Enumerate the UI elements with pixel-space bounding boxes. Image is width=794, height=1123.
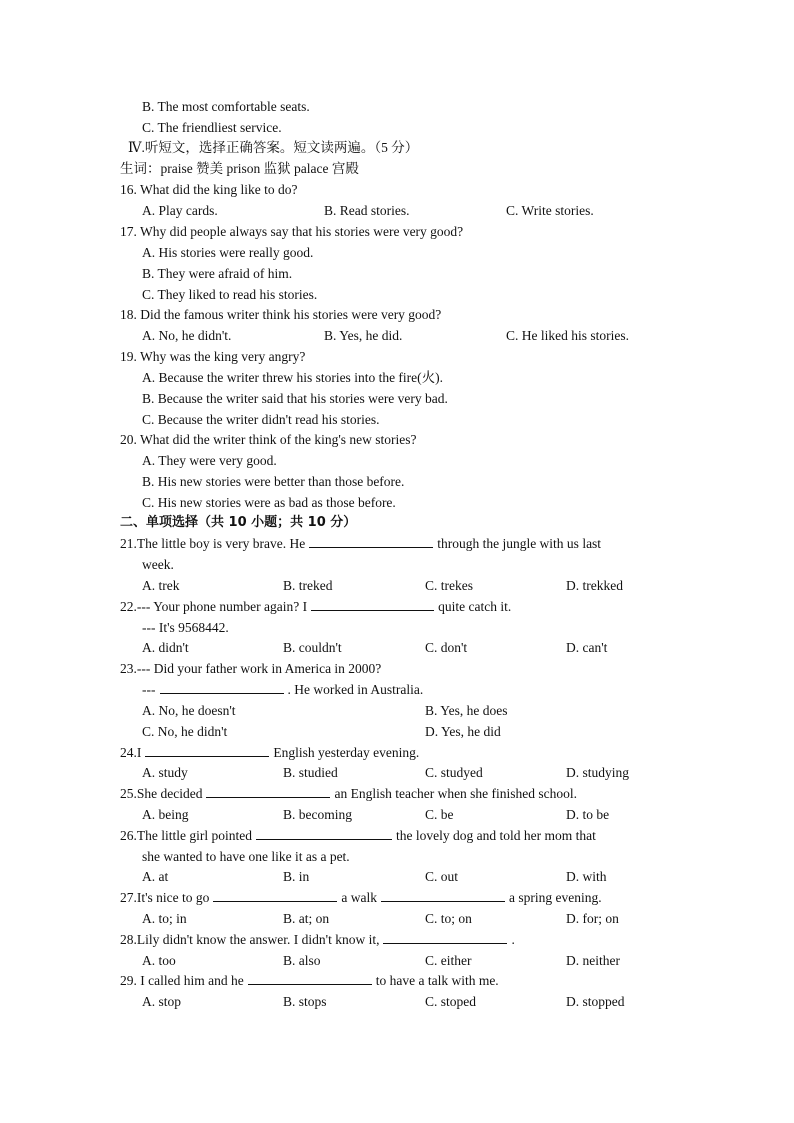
option-b: B. Yes, he does [425,703,508,718]
question-23: 23.--- Did your father work in America in 2000? [120,661,382,676]
option-c: C. Write stories. [506,203,594,218]
option-c: C. His new stories were as bad as those before. [142,495,396,510]
option-d: D. neither [566,953,620,968]
option-b: B. Read stories. [324,203,410,218]
option-b: B. stops [283,994,327,1009]
question-text: 29. I called him and he [120,973,244,988]
answer-blank[interactable] [256,826,392,840]
option-line: B. The most comfortable seats. [142,99,310,114]
option-d: D. with [566,869,607,884]
answer-blank[interactable] [383,930,507,944]
question-19: 19. Why was the king very angry? [120,349,306,364]
question-text: through the jungle with us last [437,536,602,551]
option-b: B. His new stories were better than those before. [142,474,405,489]
question-text-cont: she wanted to have one like it as a pet. [142,849,350,864]
question-29 [120,970,499,991]
section-heading: Ⅳ.听短文，选择正确答案。短文读两遍。（5 分） [128,140,419,155]
question-text: . He worked in Australia. [287,682,424,697]
question-text-cont [142,679,423,700]
option-b: B. at; on [283,911,330,926]
option-b: B. studied [283,765,338,780]
question-text-cont: --- It's 9568442. [142,620,229,635]
option-a: A. being [142,807,189,822]
question-18: 18. Did the famous writer think his stories were very good? [120,307,442,322]
question-24 [120,742,419,763]
answer-blank[interactable] [145,743,269,757]
answer-blank[interactable] [213,888,337,902]
option-d: D. to be [566,807,610,822]
option-c: C. out [425,869,459,884]
vocabulary-line: 生词：praise 赞美 prison 监狱 palace 宫殿 [120,161,359,176]
option-d: D. can't [566,640,608,655]
option-a: A. Play cards. [142,203,218,218]
question-text: . [511,932,515,947]
question-text: 27.It's nice to go [120,890,210,905]
option-c: C. stoped [425,994,477,1009]
question-text: to have a talk with me. [375,973,499,988]
option-b: B. They were afraid of him. [142,266,293,281]
question-20: 20. What did the writer think of the king's new stories? [120,432,417,447]
question-text: a walk [341,890,378,905]
option-a: A. No, he didn't. [142,328,232,343]
answer-blank[interactable] [311,597,434,611]
question-text: 24.I [120,745,142,760]
option-a: A. trek [142,578,180,593]
question-text: English yesterday evening. [273,745,420,760]
question-28 [120,929,515,950]
answer-blank[interactable] [160,680,284,694]
option-c: C. trekes [425,578,473,593]
question-text: 25.She decided [120,786,203,801]
question-22 [120,596,511,617]
question-26 [120,825,596,846]
option-c: C. He liked his stories. [506,328,629,343]
option-c: C. No, he didn't [142,724,228,739]
question-text: 21.The little boy is very brave. He [120,536,306,551]
question-text: a spring evening. [509,890,602,905]
answer-blank[interactable] [206,784,330,798]
question-text-cont: week. [142,557,174,572]
option-c: C. either [425,953,472,968]
option-a: A. Because the writer threw his stories into the fire(火). [142,370,444,385]
option-a: A. They were very good. [142,453,277,468]
option-d: D. Yes, he did [425,724,501,739]
option-b: B. Because the writer said that his stories were very bad. [142,391,448,406]
option-c: C. be [425,807,454,822]
option-c: C. They liked to read his stories. [142,287,318,302]
option-c: C. to; on [425,911,472,926]
question-25 [120,783,577,804]
option-c: C. studyed [425,765,483,780]
question-21 [120,533,601,554]
option-a: A. to; in [142,911,187,926]
option-c: C. Because the writer didn't read his stories. [142,412,380,427]
option-a: A. at [142,869,169,884]
option-a: A. His stories were really good. [142,245,314,260]
option-b: B. couldn't [283,640,342,655]
question-17: 17. Why did people always say that his stories were very good? [120,224,464,239]
option-b: B. treked [283,578,333,593]
option-d: D. studying [566,765,630,780]
question-text: an English teacher when she finished school. [334,786,578,801]
option-line: C. The friendliest service. [142,120,282,135]
answer-blank[interactable] [248,971,372,985]
option-a: A. too [142,953,176,968]
option-d: D. trekked [566,578,623,593]
option-b: B. Yes, he did. [324,328,403,343]
answer-blank[interactable] [381,888,505,902]
option-a: A. didn't [142,640,189,655]
option-a: A. stop [142,994,182,1009]
option-d: D. stopped [566,994,625,1009]
question-text: 22.--- Your phone number again? I [120,599,308,614]
question-text: 28.Lily didn't know the answer. I didn't know it, [120,932,380,947]
option-b: B. becoming [283,807,352,822]
answer-blank[interactable] [309,534,433,548]
option-a: A. study [142,765,188,780]
option-b: B. also [283,953,321,968]
question-text: the lovely dog and told her mom that [395,828,596,843]
section-heading: 二、单项选择（共 10 小题；共 10 分） [120,515,357,530]
option-b: B. in [283,869,310,884]
option-d: D. for; on [566,911,619,926]
option-a: A. No, he doesn't [142,703,236,718]
question-text: quite catch it. [438,599,512,614]
question-27 [120,887,602,908]
question-text: 26.The little girl pointed [120,828,252,843]
question-text: --- [142,682,156,697]
option-c: C. don't [425,640,468,655]
question-16: 16. What did the king like to do? [120,182,298,197]
